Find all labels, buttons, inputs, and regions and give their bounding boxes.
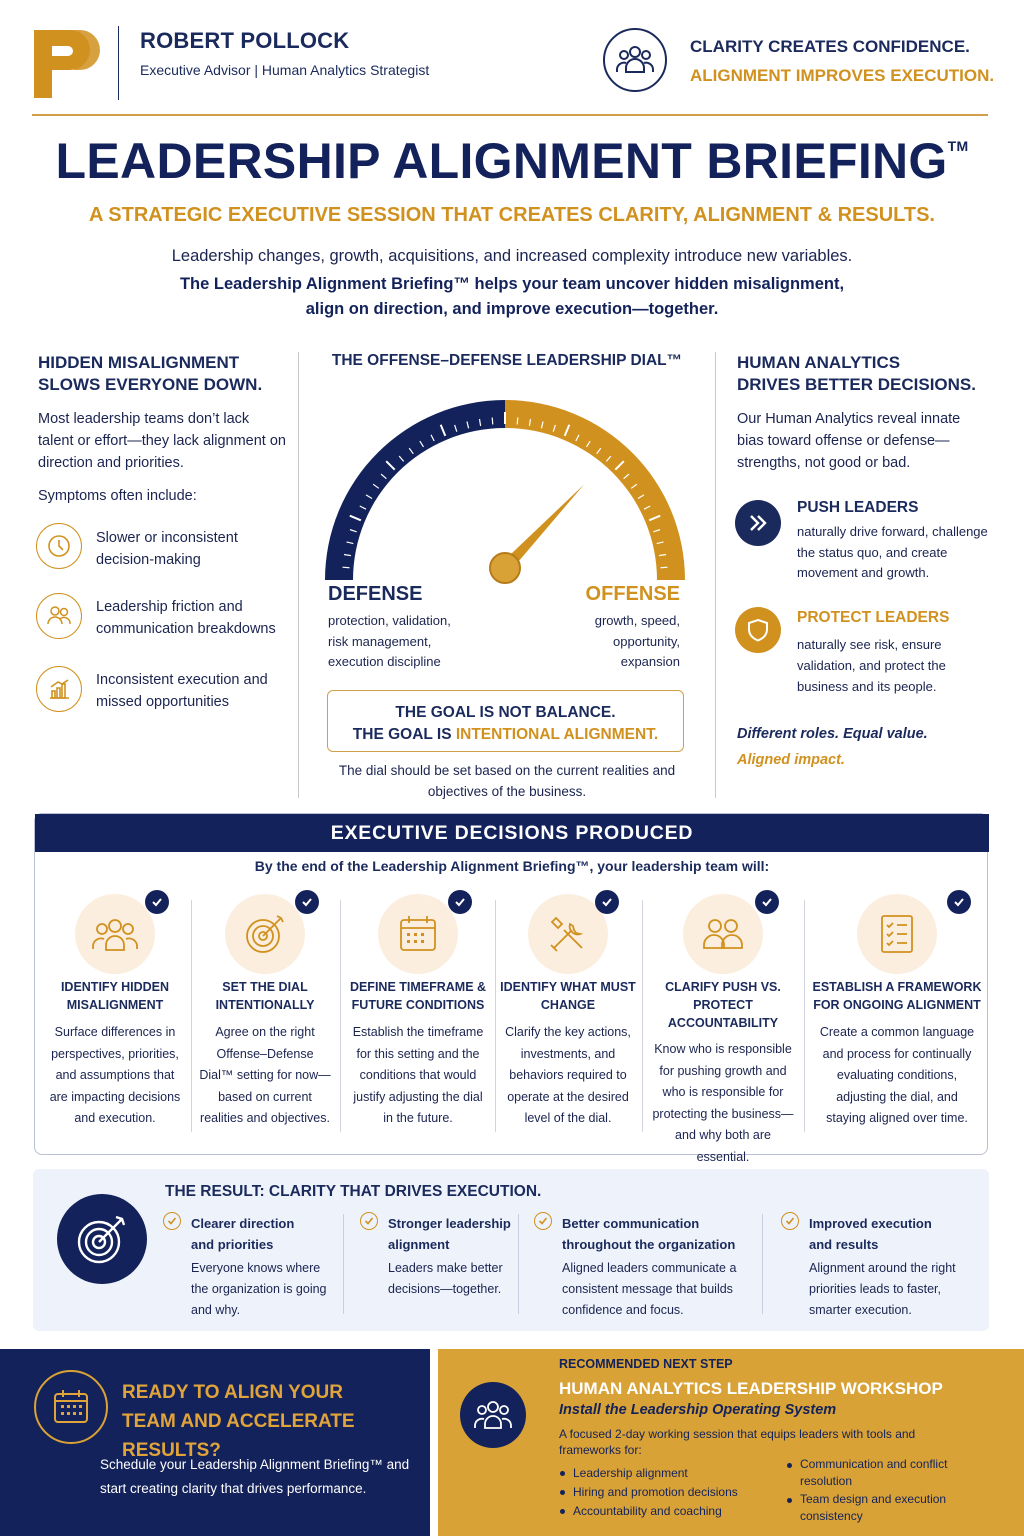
- brand-name: ROBERT POLLOCK: [140, 28, 350, 53]
- decision-item: [811, 890, 983, 1138]
- human-analytics-title: [737, 352, 976, 396]
- result-title: THE RESULT: CLARITY THAT DRIVES EXECUTION.: [165, 1183, 542, 1200]
- offense-desc-line: opportunity,: [613, 633, 680, 649]
- dial-tick: [661, 567, 668, 568]
- result-item-desc: Alignment around the right priorities leads to faster, smarter execution.: [809, 1261, 956, 1317]
- check-icon: [145, 890, 169, 914]
- tagline-clarity: CLARITY CREATES CONFIDENCE.: [690, 37, 970, 56]
- calendar-icon: [378, 894, 458, 974]
- double-chevron-icon: [735, 500, 781, 546]
- workshop-title: HUMAN ANALYTICS LEADERSHIP WORKSHOP: [559, 1379, 943, 1398]
- result-item-desc: Everyone knows where the organization is going and why.: [191, 1261, 327, 1317]
- decision-title: CLARIFY PUSH VS. PROTECT ACCOUNTABILITY: [665, 980, 781, 1030]
- workshop-list-right: [786, 1456, 986, 1525]
- intro-bold: [0, 272, 1024, 322]
- workshop-subtitle: Install the Leadership Operating System: [559, 1402, 837, 1418]
- decision-title: SET THE DIAL INTENTIONALLY: [215, 980, 315, 1012]
- protect-leaders-desc: naturally see risk, ensure validation, and protect the business and its people.: [797, 637, 946, 694]
- check-circle-icon: [781, 1212, 799, 1230]
- decision-desc: Create a common language and process for continually evaluating conditions, adjusting the dial, and staying aligned over time.: [819, 1025, 975, 1125]
- check-icon: [595, 890, 619, 914]
- intro-line: Leadership changes, growth, acquisitions, and increased complexity introduce new variables.: [171, 247, 853, 265]
- workshop-description: A focused 2-day working session that equips leaders with tools and frameworks for:: [559, 1427, 916, 1457]
- workshop-list-item: Accountability and coaching: [559, 1502, 759, 1521]
- result-item-desc: Leaders make better decisions—together.: [388, 1261, 503, 1296]
- trademark-mark: TM: [947, 138, 969, 154]
- header-rule: [32, 114, 988, 116]
- decision-item: [191, 890, 339, 1138]
- workshop-list-item: Hiring and promotion decisions: [559, 1483, 759, 1502]
- offense-desc-line: growth, speed,: [594, 613, 680, 628]
- decision-title: DEFINE TIMEFRAME & FUTURE CONDITIONS: [349, 980, 487, 1012]
- executive-decisions-panel: [34, 813, 988, 1164]
- decision-title: IDENTIFY WHAT MUST CHANGE: [500, 980, 636, 1012]
- clock-icon: [36, 523, 82, 569]
- checklist-icon: [857, 894, 937, 974]
- goal-line-2-highlight: INTENTIONAL ALIGNMENT.: [455, 726, 659, 743]
- cta-description: Schedule your Leadership Alignment Briefing™ and start creating clarity that drives performance.: [100, 1457, 410, 1496]
- check-circle-icon: [360, 1212, 378, 1230]
- page-title-text: LEADERSHIP ALIGNMENT BRIEFING: [55, 133, 948, 189]
- offense-defense-dial: [320, 400, 690, 600]
- logo-mark: [30, 26, 102, 102]
- result-divider: [343, 1214, 344, 1314]
- decision-desc: Surface differences in perspectives, priorities, and assumptions that are impacting decisions and execution.: [49, 1025, 181, 1125]
- dial-offense-band: [505, 400, 685, 580]
- decision-divider: [804, 900, 805, 1132]
- result-item-title: Improved execution and results: [809, 1216, 932, 1252]
- dial-hub: [490, 553, 520, 583]
- defense-desc-line: protection, validation,: [328, 613, 451, 628]
- intro-bold-1: The Leadership Alignment Briefing™ helps your team uncover hidden misalignment,: [179, 275, 845, 293]
- defense-label: DEFENSE: [328, 583, 423, 605]
- decision-title: IDENTIFY HIDDEN MISALIGNMENT: [60, 980, 170, 1012]
- misalignment-body: Most leadership teams don’t lack talent or effort—they lack alignment on direction and priorities.: [38, 411, 286, 471]
- workshop-list-item: Team design and execution consistency: [786, 1491, 986, 1525]
- page-title: [0, 132, 1024, 190]
- dial-tick: [517, 418, 518, 425]
- roles-impact: Aligned impact.: [737, 752, 845, 768]
- tagline-alignment: ALIGNMENT IMPROVES EXECUTION.: [690, 66, 995, 85]
- push-leaders-desc: naturally drive forward, challenge the status quo, and create movement and growth.: [797, 524, 988, 580]
- workshop-list-item: Leadership alignment: [559, 1464, 759, 1483]
- result-item-title: Better communication throughout the organization: [562, 1216, 736, 1252]
- check-circle-icon: [534, 1212, 552, 1230]
- workshop-list-item: Communication and conflict resolution: [786, 1456, 986, 1490]
- decision-item: [341, 890, 495, 1138]
- goal-line-1: THE GOAL IS NOT BALANCE.: [395, 704, 616, 721]
- result-divider: [762, 1214, 763, 1314]
- symptom-item: Inconsistent execution and missed opportunities: [96, 672, 268, 710]
- human-analytics-body: Our Human Analytics reveal innate bias toward offense or defense—strengths, not good or bad.: [737, 411, 961, 471]
- result-item-desc: Aligned leaders communicate a consistent message that builds confidence and focus.: [562, 1261, 737, 1317]
- push-leaders-title: PUSH LEADERS: [797, 499, 919, 516]
- goal-line-2-prefix: THE GOAL IS: [352, 726, 456, 743]
- brand-role: Executive Advisor | Human Analytics Strategist: [140, 62, 430, 78]
- decision-desc: Agree on the right Offense–Defense Dial™ setting for now—based on current realities and objectives.: [199, 1025, 331, 1125]
- executive-decisions-header: EXECUTIVE DECISIONS PRODUCED: [35, 814, 989, 852]
- team-icon: [75, 894, 155, 974]
- check-icon: [295, 890, 319, 914]
- defense-description: [328, 611, 488, 673]
- people-icon: [36, 593, 82, 639]
- column-divider: [298, 352, 299, 798]
- symptom-item: Leadership friction and communication breakdowns: [96, 599, 276, 637]
- decision-item: [643, 890, 803, 1164]
- dial-note: The dial should be set based on the current realities and objectives of the business.: [338, 763, 676, 799]
- check-circle-icon: [163, 1212, 181, 1230]
- offense-label: OFFENSE: [585, 583, 680, 605]
- symptom-item: Slower or inconsistent decision-making: [96, 530, 238, 568]
- check-icon: [448, 890, 472, 914]
- dial-tick: [343, 567, 350, 568]
- result-item-title: Stronger leadership alignment: [388, 1216, 511, 1252]
- defense-desc-line: risk management,: [328, 633, 432, 649]
- header-divider: [118, 26, 119, 100]
- roles-statement: Different roles. Equal value.: [737, 726, 928, 742]
- decision-desc: Establish the timeframe for this setting and the conditions that would justify adjusting the dial in the future.: [352, 1025, 484, 1125]
- column-divider: [715, 352, 716, 798]
- target-icon: [225, 894, 305, 974]
- target-icon: [57, 1194, 147, 1284]
- result-divider: [518, 1214, 519, 1314]
- bar-chart-icon: [36, 666, 82, 712]
- page-subtitle: A STRATEGIC EXECUTIVE SESSION THAT CREATES CLARITY, ALIGNMENT & RESULTS.: [89, 204, 935, 226]
- decision-desc: Know who is responsible for pushing growth and who is responsible for protecting the business—and why both are essential.: [652, 1042, 794, 1164]
- offense-description: [540, 611, 680, 673]
- intro-bold-2: align on direction, and improve execution—together.: [305, 300, 719, 318]
- check-icon: [755, 890, 779, 914]
- misalignment-title: [38, 352, 262, 396]
- goal-line-2: [328, 724, 683, 746]
- dial-title: THE OFFENSE–DEFENSE LEADERSHIP DIAL™: [331, 352, 683, 369]
- dial-tick: [492, 418, 493, 425]
- offense-desc-line: expansion: [620, 654, 680, 669]
- protect-leaders-title: PROTECT LEADERS: [797, 609, 950, 626]
- two-people-icon: [683, 894, 763, 974]
- workshop-kicker: RECOMMENDED NEXT STEP: [559, 1357, 733, 1371]
- team-icon: [460, 1382, 526, 1448]
- goal-callout: [327, 690, 684, 752]
- human-analytics-title-2: DRIVES BETTER DECISIONS.: [737, 375, 976, 394]
- misalignment-title-1: HIDDEN MISALIGNMENT: [38, 353, 240, 372]
- team-icon: [603, 28, 667, 92]
- executive-decisions-intro: By the end of the Leadership Alignment Briefing™, your leadership team will:: [254, 858, 770, 874]
- defense-desc-line: execution discipline: [328, 654, 441, 669]
- symptoms-label: Symptoms often include:: [38, 488, 197, 504]
- decision-title: ESTABLISH A FRAMEWORK FOR ONGOING ALIGNMENT: [812, 980, 982, 1012]
- dial-defense-band: [325, 400, 505, 580]
- check-icon: [947, 890, 971, 914]
- shield-icon: [735, 607, 781, 653]
- decision-item: [495, 890, 641, 1138]
- decision-item: [41, 890, 189, 1138]
- misalignment-title-2: SLOWS EVERYONE DOWN.: [38, 375, 263, 394]
- result-item-title: Clearer direction and priorities: [191, 1216, 295, 1252]
- calendar-icon: [34, 1370, 108, 1444]
- cta-title: READY TO ALIGN YOUR TEAM AND ACCELERATE RESULTS?: [122, 1382, 355, 1461]
- human-analytics-title-1: HUMAN ANALYTICS: [737, 353, 901, 372]
- workshop-list-left: [559, 1464, 759, 1521]
- decision-desc: Clarify the key actions, investments, and behaviors required to operate at the desired level of the dial.: [505, 1025, 631, 1125]
